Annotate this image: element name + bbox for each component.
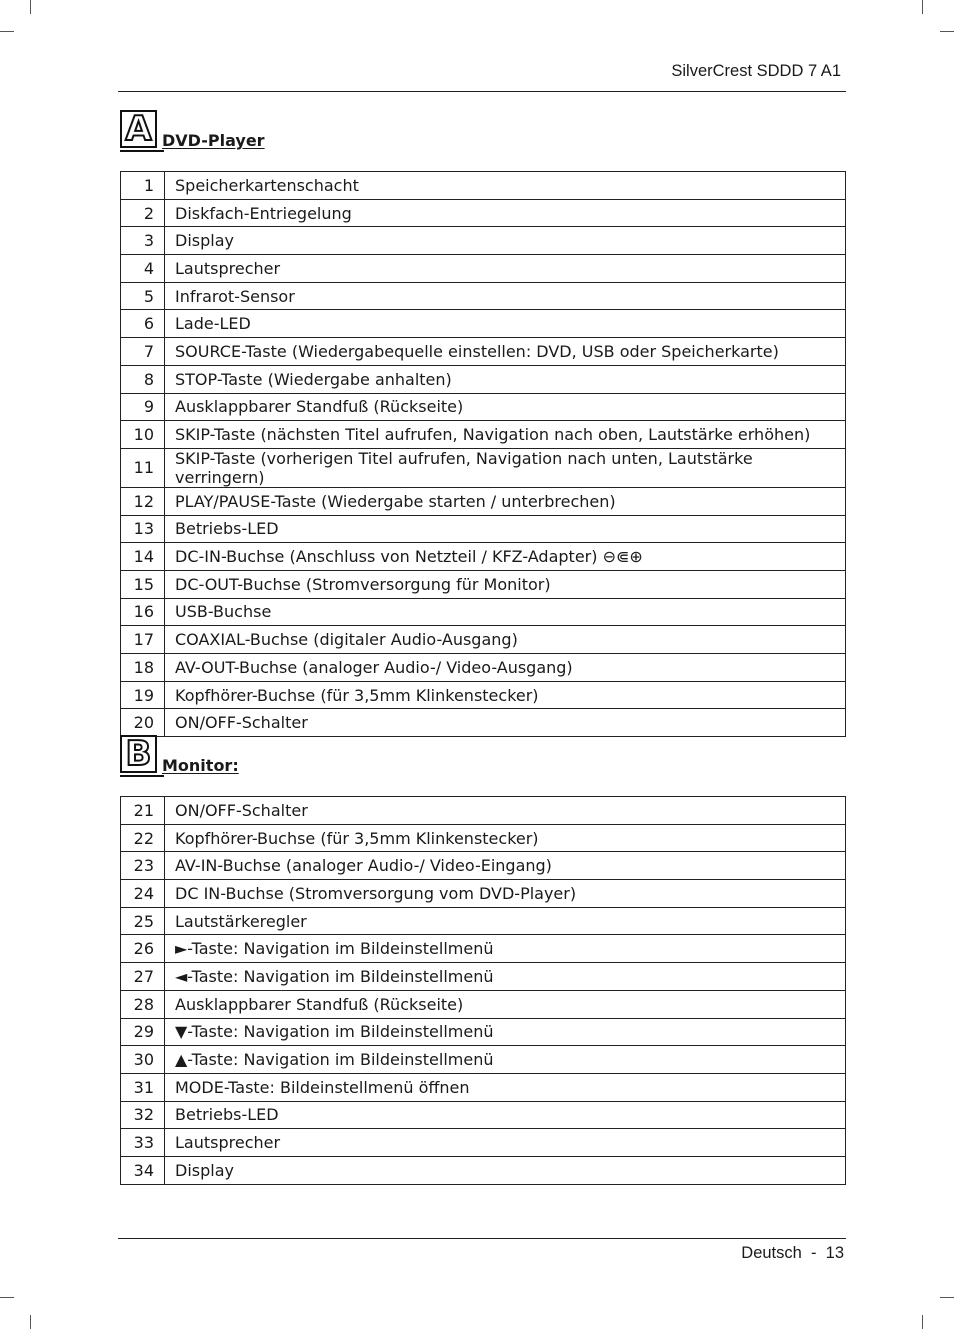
crop-mark [0, 1297, 14, 1298]
part-number: 25 [121, 907, 165, 935]
part-description: SOURCE-Taste (Wiedergabequelle einstellen: DVD, USB oder Speicherkarte) [165, 338, 846, 366]
part-number: 22 [121, 824, 165, 852]
part-number: 34 [121, 1156, 165, 1184]
table-row [121, 797, 846, 825]
section-b-heading [120, 735, 239, 773]
footer-rule [118, 1238, 846, 1239]
table-row [121, 852, 846, 880]
part-number: 13 [121, 515, 165, 543]
section-a-letter-icon: A [120, 110, 157, 148]
part-number: 2 [121, 199, 165, 227]
part-description: Lautstärkeregler [165, 907, 846, 935]
part-number: 7 [121, 338, 165, 366]
part-number: 21 [121, 797, 165, 825]
table-row [121, 709, 846, 737]
part-description: Kopfhörer-Buchse (für 3,5mm Klinkenstecker) [165, 681, 846, 709]
part-number: 1 [121, 172, 165, 200]
table-row [121, 907, 846, 935]
part-number: 9 [121, 393, 165, 421]
table-row [121, 393, 846, 421]
part-description: Infrarot-Sensor [165, 282, 846, 310]
section-a-title: DVD-Player [162, 131, 265, 150]
part-number: 5 [121, 282, 165, 310]
part-number: 3 [121, 227, 165, 255]
part-number: 8 [121, 365, 165, 393]
table-row [121, 824, 846, 852]
part-number: 19 [121, 681, 165, 709]
part-description: Display [165, 1156, 846, 1184]
header-rule [118, 91, 846, 92]
part-number: 10 [121, 421, 165, 449]
table-row [121, 1018, 846, 1046]
part-description: ►-Taste: Navigation im Bildeinstellmenü [165, 935, 846, 963]
part-number: 27 [121, 963, 165, 991]
part-description: Lade-LED [165, 310, 846, 338]
part-number: 18 [121, 654, 165, 682]
section-b-title: Monitor: [162, 756, 239, 775]
part-number: 33 [121, 1129, 165, 1157]
table-row [121, 654, 846, 682]
section-b-letter-underline [120, 775, 164, 777]
monitor-parts-table [120, 796, 846, 1185]
table-row [121, 310, 846, 338]
table-row [121, 199, 846, 227]
table-row [121, 487, 846, 515]
table-row [121, 448, 846, 487]
part-description: DC-OUT-Buchse (Stromversorgung für Monitor) [165, 570, 846, 598]
part-description: SKIP-Taste (vorherigen Titel aufrufen, Navigation nach unten, Lautstärke verringern) [165, 448, 846, 487]
part-description: AV-OUT-Buchse (analoger Audio-/ Video-Ausgang) [165, 654, 846, 682]
part-number: 12 [121, 487, 165, 515]
part-description: Lautsprecher [165, 255, 846, 283]
part-description: DC IN-Buchse (Stromversorgung vom DVD-Player) [165, 880, 846, 908]
table-row [121, 1129, 846, 1157]
part-description: ON/OFF-Schalter [165, 797, 846, 825]
part-number: 32 [121, 1101, 165, 1129]
part-number: 4 [121, 255, 165, 283]
table-row [121, 365, 846, 393]
table-row [121, 282, 846, 310]
part-description: PLAY/PAUSE-Taste (Wiedergabe starten / unterbrechen) [165, 487, 846, 515]
part-description: Ausklappbarer Standfuß (Rückseite) [165, 990, 846, 1018]
part-number: 23 [121, 852, 165, 880]
part-number: 24 [121, 880, 165, 908]
crop-mark [0, 31, 14, 32]
table-row [121, 681, 846, 709]
dvd-player-parts-table [120, 171, 846, 737]
section-a-letter-underline [120, 150, 164, 152]
table-row [121, 1073, 846, 1101]
part-description: DC-IN-Buchse (Anschluss von Netzteil / KFZ-Adapter) ⊖⋐⊕ [165, 543, 846, 571]
part-description: Diskfach-Entriegelung [165, 199, 846, 227]
table-row [121, 1101, 846, 1129]
table-row [121, 935, 846, 963]
part-number: 28 [121, 990, 165, 1018]
crop-mark [940, 31, 954, 32]
part-description: Betriebs-LED [165, 1101, 846, 1129]
table-row [121, 880, 846, 908]
document-header-title: SilverCrest SDDD 7 A1 [671, 62, 841, 80]
crop-mark [922, 1315, 923, 1329]
part-number: 31 [121, 1073, 165, 1101]
part-description: USB-Buchse [165, 598, 846, 626]
part-number: 30 [121, 1046, 165, 1074]
part-description: Display [165, 227, 846, 255]
table-row [121, 626, 846, 654]
part-description: ▲-Taste: Navigation im Bildeinstellmenü [165, 1046, 846, 1074]
page-footer: Deutsch - 13 [741, 1244, 844, 1262]
table-row [121, 338, 846, 366]
table-row [121, 421, 846, 449]
crop-mark [922, 0, 923, 14]
table-row [121, 543, 846, 571]
part-number: 26 [121, 935, 165, 963]
table-row [121, 172, 846, 200]
part-description: MODE-Taste: Bildeinstellmenü öffnen [165, 1073, 846, 1101]
part-description: Kopfhörer-Buchse (für 3,5mm Klinkenstecker) [165, 824, 846, 852]
crop-mark [940, 1297, 954, 1298]
table-row [121, 255, 846, 283]
part-description: SKIP-Taste (nächsten Titel aufrufen, Navigation nach oben, Lautstärke erhöhen) [165, 421, 846, 449]
table-row [121, 598, 846, 626]
part-number: 20 [121, 709, 165, 737]
table-row [121, 963, 846, 991]
table-row [121, 515, 846, 543]
part-description: ▼-Taste: Navigation im Bildeinstellmenü [165, 1018, 846, 1046]
part-description: Betriebs-LED [165, 515, 846, 543]
section-a-heading [120, 110, 265, 148]
part-number: 11 [121, 448, 165, 487]
part-number: 6 [121, 310, 165, 338]
table-row [121, 1046, 846, 1074]
table-row [121, 1156, 846, 1184]
crop-mark [30, 0, 31, 14]
part-number: 15 [121, 570, 165, 598]
part-number: 16 [121, 598, 165, 626]
table-row [121, 990, 846, 1018]
section-b-letter-icon: B [120, 735, 157, 773]
part-description: Lautsprecher [165, 1129, 846, 1157]
table-row [121, 227, 846, 255]
crop-mark [30, 1315, 31, 1329]
part-description: COAXIAL-Buchse (digitaler Audio-Ausgang) [165, 626, 846, 654]
part-number: 17 [121, 626, 165, 654]
part-number: 29 [121, 1018, 165, 1046]
table-row [121, 570, 846, 598]
part-description: Speicherkartenschacht [165, 172, 846, 200]
part-description: AV-IN-Buchse (analoger Audio-/ Video-Eingang) [165, 852, 846, 880]
part-description: Ausklappbarer Standfuß (Rückseite) [165, 393, 846, 421]
part-description: ON/OFF-Schalter [165, 709, 846, 737]
part-description: ◄-Taste: Navigation im Bildeinstellmenü [165, 963, 846, 991]
part-description: STOP-Taste (Wiedergabe anhalten) [165, 365, 846, 393]
part-number: 14 [121, 543, 165, 571]
